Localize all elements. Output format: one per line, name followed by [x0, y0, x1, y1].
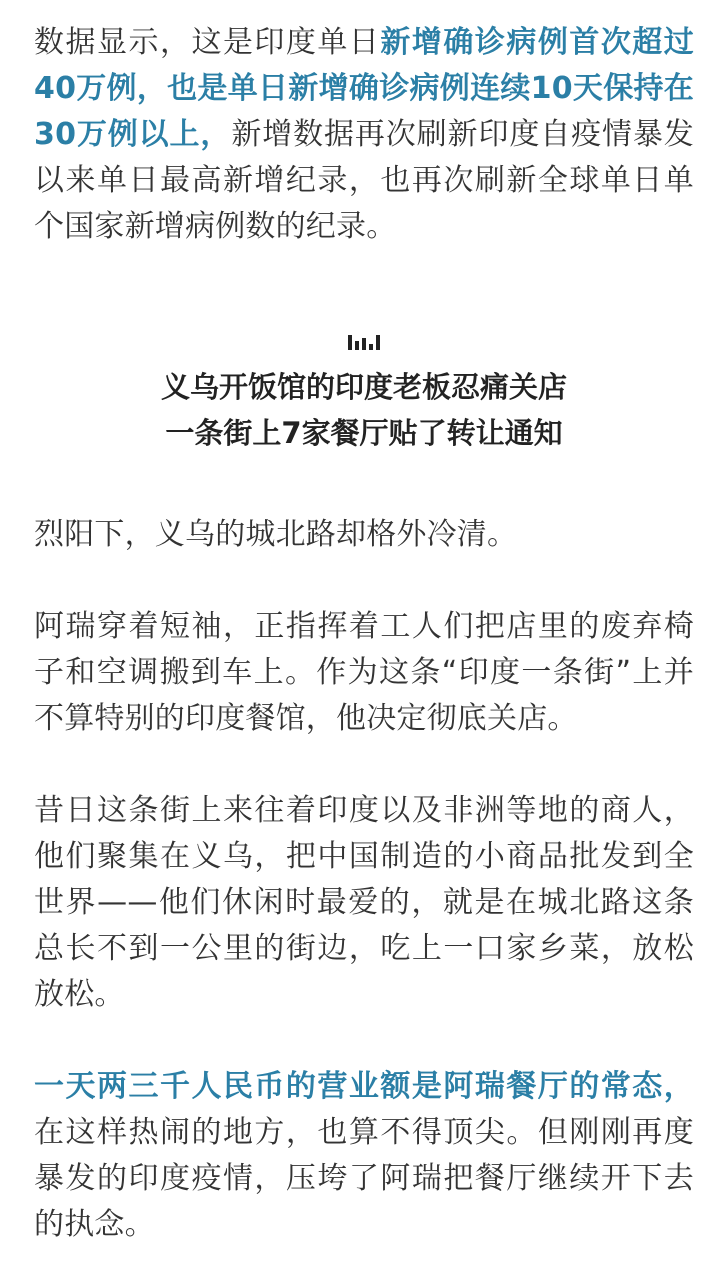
intro-text-before: 数据显示，这是印度单日 [34, 25, 381, 60]
paragraph-3: 昔日这条街上来往着印度以及非洲等地的商人，他们聚集在义乌，把中国制造的小商品批发到全世界——他们休闲时最爱的，就是在城北路这条总长不到一公里的街边，吃上一口家乡菜，放松放松。 [34, 793, 694, 1012]
section-heading-line-1: 义乌开饭馆的印度老板忍痛关店 [160, 370, 567, 404]
paragraph-4-text: 在这样热闹的地方，也算不得顶尖。但刚刚再度暴发的印度疫情，压垮了阿瑞把餐厅继续开下去的执念。 [34, 1115, 694, 1242]
paragraph-2: 阿瑞穿着短袖，正指挥着工人们把店里的废弃椅子和空调搬到车上。作为这条“印度一条街”上并不算特别的印度餐馆，他决定彻底关店。 [34, 609, 694, 736]
article-body [34, 20, 694, 1248]
intro-paragraph [34, 20, 694, 250]
intro-text-after: 新增数据再次刷新印度自疫情暴发以来单日最高新增纪录，也再次刷新全球单日单个国家新增病例数的纪录。 [34, 117, 695, 244]
bar-chart-divider-icon [34, 320, 694, 350]
paragraph-4-highlight: 一天两三千人民币的营业额是阿瑞餐厅的常态， [34, 1069, 694, 1104]
paragraph-1: 烈阳下，义乌的城北路却格外冷清。 [34, 517, 518, 552]
intro-highlight: 新增确诊病例首次超过40万例，也是单日新增确诊病例连续10天保持在30万例以上， [34, 25, 694, 152]
section-heading-line-2: 一条街上7家餐厅贴了转让通知 [165, 416, 563, 450]
paragraph-4 [34, 1064, 694, 1248]
